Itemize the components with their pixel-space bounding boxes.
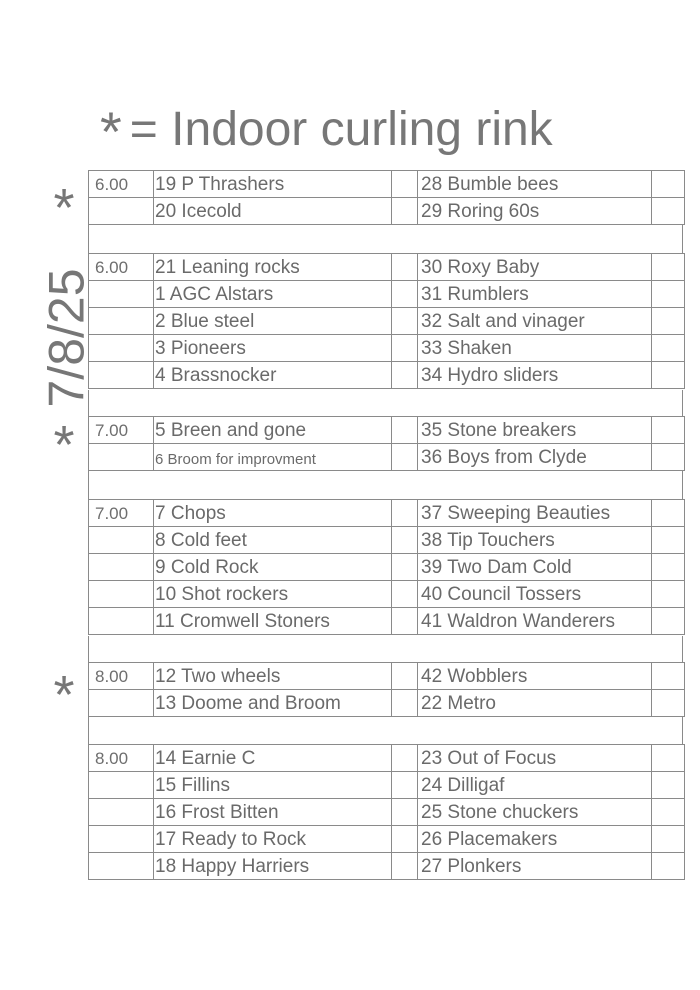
table-row <box>89 334 684 361</box>
team-left: 14 Earnie C <box>155 748 256 769</box>
team-left: 13 Doome and Broom <box>155 693 341 714</box>
team-right: 36 Boys from Clyde <box>421 447 587 468</box>
table-row <box>89 253 684 280</box>
team-left: 18 Happy Harriers <box>155 856 310 877</box>
table-row <box>89 443 684 471</box>
team-left: 19 P Thrashers <box>155 174 285 195</box>
table-row <box>89 852 684 880</box>
draw-block <box>88 499 685 635</box>
draw-time: 7.00 <box>95 504 129 523</box>
team-left: 10 Shot rockers <box>155 584 289 605</box>
asterisk-icon: * <box>100 100 122 163</box>
team-left: 16 Frost Bitten <box>155 802 279 823</box>
team-right: 34 Hydro sliders <box>421 365 559 386</box>
team-right: 26 Placemakers <box>421 829 558 850</box>
date-text: 7/8/25 <box>38 268 95 408</box>
team-left: 8 Cold feet <box>155 530 247 551</box>
table-row <box>89 607 684 635</box>
team-left: 20 Icecold <box>155 201 242 222</box>
team-right: 31 Rumblers <box>421 284 529 305</box>
team-left: 11 Cromwell Stoners <box>155 611 330 632</box>
team-left: 9 Cold Rock <box>155 557 259 578</box>
team-left: 5 Breen and gone <box>155 420 307 441</box>
draw-block <box>88 662 685 717</box>
team-right: 23 Out of Focus <box>421 748 557 769</box>
draw-time: 6.00 <box>95 258 129 277</box>
team-right: 29 Roring 60s <box>421 201 540 222</box>
team-left: 6 Broom for improvment <box>155 451 316 468</box>
draw-block <box>88 744 685 880</box>
table-row <box>89 580 684 607</box>
table-row <box>89 361 684 389</box>
indoor-star-icon: * <box>53 665 75 725</box>
team-right: 38 Tip Touchers <box>421 530 555 551</box>
table-row <box>89 771 684 798</box>
team-left: 21 Leaning rocks <box>155 257 300 278</box>
team-left: 17 Ready to Rock <box>155 829 307 850</box>
team-right: 37 Sweeping Beauties <box>421 503 611 524</box>
table-row <box>89 499 684 526</box>
draw-time: 8.00 <box>95 667 129 686</box>
team-right: 30 Roxy Baby <box>421 257 540 278</box>
divider <box>88 717 683 744</box>
team-right: 25 Stone chuckers <box>421 802 579 823</box>
team-left: 15 Fillins <box>155 775 230 796</box>
draw-time: 7.00 <box>95 421 129 440</box>
table-row <box>89 526 684 553</box>
table-row <box>89 416 684 443</box>
table-row <box>89 553 684 580</box>
divider <box>88 390 683 416</box>
divider <box>88 225 683 253</box>
team-right: 40 Council Tossers <box>421 584 582 605</box>
team-right: 33 Shaken <box>421 338 512 359</box>
draw-block <box>88 170 685 225</box>
title-text: = Indoor curling rink <box>129 103 553 156</box>
divider <box>88 471 683 499</box>
page-title <box>100 100 660 163</box>
team-left: 7 Chops <box>155 503 226 524</box>
team-right: 24 Dilligaf <box>421 775 505 796</box>
table-row <box>89 170 684 197</box>
draw-time: 6.00 <box>95 175 129 194</box>
indoor-star-icon: * <box>53 178 75 238</box>
draw-block <box>88 416 685 471</box>
draw-block <box>88 253 685 389</box>
draw-time: 8.00 <box>95 749 129 768</box>
team-left: 3 Pioneers <box>155 338 246 359</box>
team-right: 35 Stone breakers <box>421 420 577 441</box>
team-left: 4 Brassnocker <box>155 365 277 386</box>
team-right: 42 Wobblers <box>421 666 528 687</box>
team-right: 32 Salt and vinager <box>421 311 585 332</box>
team-left: 1 AGC Alstars <box>155 284 274 305</box>
table-row <box>89 689 684 717</box>
team-right: 22 Metro <box>421 693 496 714</box>
table-row <box>89 744 684 771</box>
indoor-star-icon: * <box>53 415 75 475</box>
team-right: 39 Two Dam Cold <box>421 557 572 578</box>
team-right: 28 Bumble bees <box>421 174 559 195</box>
table-row <box>89 798 684 825</box>
team-right: 27 Plonkers <box>421 856 522 877</box>
table-row <box>89 307 684 334</box>
table-row <box>89 662 684 689</box>
table-row <box>89 825 684 852</box>
table-row <box>89 197 684 225</box>
divider <box>88 636 683 662</box>
table-row <box>89 280 684 307</box>
team-right: 41 Waldron Wanderers <box>421 611 615 632</box>
team-left: 12 Two wheels <box>155 666 281 687</box>
team-left: 2 Blue steel <box>155 311 255 332</box>
